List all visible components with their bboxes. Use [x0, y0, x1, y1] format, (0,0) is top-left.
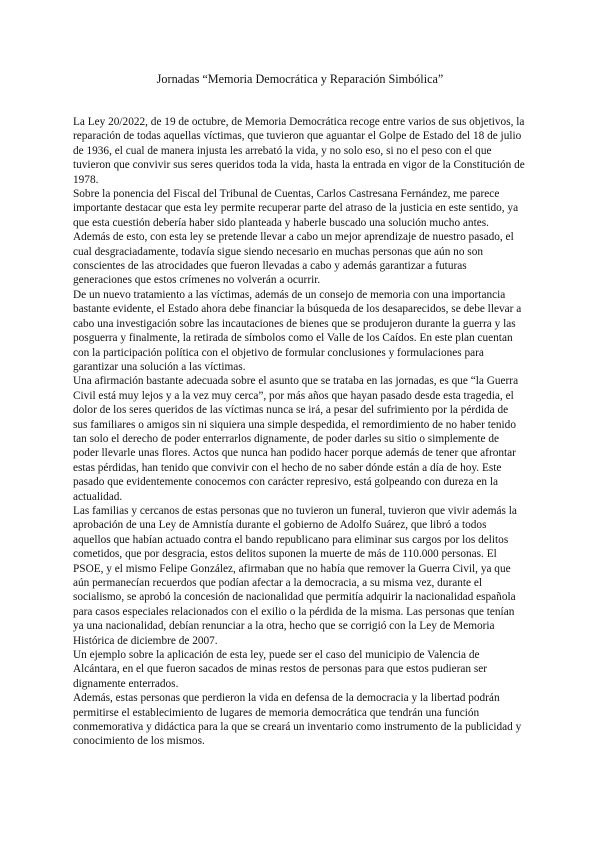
paragraph-5: Una afirmación bastante adecuada sobre el asunto que se trataba en las jornadas, es que “la Guerra Civil está muy lejos y a la vez muy cerca”, por más años que hayan pasado desde esta tragedia, el dolor de los seres queridos de las víctimas nunca se irá, a pesar del sufrimiento por la pérdida de sus familiares o amigos sin ni siquiera una simple despedida, el remordimiento de no haber tenido tan solo el derecho de poder enterrarlos dignamente, de poder darles su sitio o simplemente de poder llevarle unas flores. Actos que nunca han podido hacer porque además de tener que afrontar estas pérdidas, han tenido que convivir con el hecho de no saber dónde están a día de hoy. Este pasado que evidentemente conocemos con carácter represivo, está golpeando con dureza en la actualidad. — [73, 375, 519, 503]
paragraph-4: De un nuevo tratamiento a las víctimas, además de un consejo de memoria con una importancia bastante evidente, el Estado ahora debe financiar la búsqueda de los desaparecidos, se debe llevar a cabo una investigación sobre las incautaciones de bienes que se produjeron durante la guerra y las posguerra y finalmente, la retirada de símbolos como el Valle de los Caídos. En este plan cuentan con la participación política con el objetivo de formular conclusiones y formulaciones para garantizar una solución a las víctimas. — [73, 288, 522, 373]
paragraph-1: La Ley 20/2022, de 19 de octubre, de Memoria Democrática recoge entre varios de sus objetivos, la reparación de todas aquellas víctimas, que tuvieron que aguantar el Golpe de Estado del 18 de julio de 1936, el cual de manera injusta les arrebató la vida, y no solo eso, si no el peso con el que tuvieron que convivir sus seres queridos toda la vida, hasta la entrada en vigor de la Constitución de 1978. — [73, 116, 525, 186]
paragraph-7: Un ejemplo sobre la aplicación de esta ley, puede ser el caso del municipio de Valencia de Alcántara, en el que fueron sacados de minas restos de personas para que estos pudieran ser dignamente enterrados. — [73, 649, 488, 690]
paragraph-2: Sobre la ponencia del Fiscal del Tribunal de Cuentas, Carlos Castresana Fernández, me parece importante destacar que esta ley permite recuperar parte del atraso de la justicia en este sentido, ya que esta cuestión debería haber sido planteada y haberle buscado una solución mucho antes. — [73, 188, 519, 229]
document-title: Jornadas “Memoria Democrática y Reparación Simbólica” — [156, 72, 444, 86]
paragraph-8: Además, estas personas que perdieron la vida en defensa de la democracia y la libertad podrán permitirse el establecimiento de lugares de memoria democrática que tendrán una función conmemorativa y didáctica para la que se creará un inventario como instrumento de la publicidad y conocimiento de los mismos. — [73, 692, 522, 748]
document-body — [73, 115, 525, 749]
paragraph-6: Las familias y cercanos de estas personas que no tuvieron un funeral, tuvieron que vivir además la aprobación de una Ley de Amnistía durante el gobierno de Adolfo Suárez, que libró a todos aquellos que habían actuado contra el bando republicano para eliminar sus cargos por los delitos cometidos, que por desgracia, estos delitos suponen la muerte de más de 110.000 personas. El PSOE, y el mismo Felipe González, afirmaban que no había que remover la Guerra Civil, ya que aún permanecían recuerdos que podían afectar a la democracia, a su misma vez, durante el socialismo, se aprobó la concesión de nacionalidad que permitía adquirir la nacionalidad española para casos especiales relacionados con el exilio o la pérdida de la misma. Las personas que tenían ya una nacionalidad, debían renunciar a la otra, hecho que se corrigió con la Ley de Memoria Histórica de diciembre de 2007. — [73, 504, 517, 647]
paragraph-3: Además de esto, con esta ley se pretende llevar a cabo un mejor aprendizaje de nuestro pasado, el cual desgraciadamente, todavía sigue siendo necesario en muchas personas que aún no son conscientes de las atrocidades que fueron llevadas a cabo y además garantizar a futuras generaciones que estos crímenes no volverán a ocurrir. — [73, 231, 514, 287]
